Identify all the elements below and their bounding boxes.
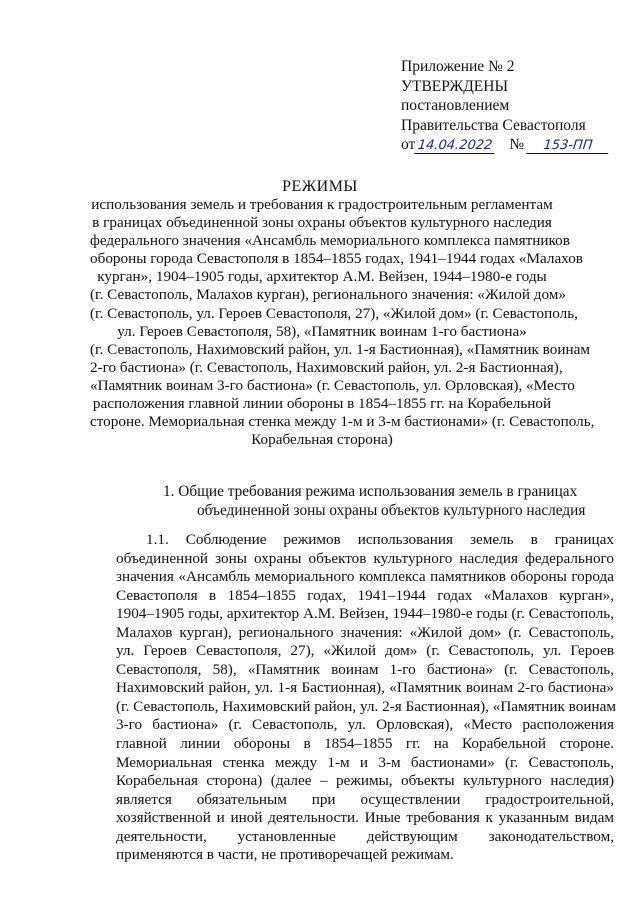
subtitle-line: (г. Севастополь, ул. Героев Севастополя, 27), «Жилой дом» (г. Севастополь, — [90, 304, 578, 322]
subtitle-line: (г. Севастополь, Нахимовский район, ул. 1-я Бастионная), «Памятник воинам — [90, 340, 590, 358]
subtitle-line: расположения главной линии обороны в 1854–1855 гг. на Корабельной — [92, 395, 552, 413]
subtitle-line: (г. Севастополь, Малахов курган), регионального значения: «Жилой дом» — [90, 286, 567, 304]
paragraph-line: Севастополя, 58), «Памятник воинам 1-го бастиона» (г. Севастополь, — [116, 660, 614, 678]
paragraph-1-1 — [116, 531, 614, 865]
paragraph-line: 3-го бастиона» (г. Севастополь, ул. Орловская), «Место расположения — [116, 716, 614, 734]
number-prefix: № — [509, 136, 525, 153]
subtitle-line: курган», 1904–1905 годы, архитектор А.М. Вейзен, 1944–1980-е годы — [97, 268, 547, 286]
subtitle-line: в границах объединенной зоны охраны объектов культурного наследия — [92, 214, 552, 232]
section-heading — [163, 482, 603, 520]
subtitle-line: обороны города Севастополя в 1854–1855 годах, 1941–1944 годах «Малахов — [90, 250, 583, 268]
paragraph-line: Малахов курган), регионального значения: «Жилой дом» (г. Севастополь, — [116, 623, 614, 641]
paragraph-line: 1.1. Соблюдение режимов использования земель в границах — [146, 531, 614, 548]
paragraph-line: Мемориальная стенка между 1-м и 3-м бастионами» (г. Севастополь, — [116, 753, 614, 771]
handwritten-date: 14.04.2022 — [414, 138, 496, 154]
approved-label: УТВЕРЖДЕНЫ — [401, 77, 508, 95]
handwritten-number: 153-ПП — [526, 138, 610, 154]
appendix-label: Приложение № 2 — [401, 58, 515, 75]
subtitle-line: 2-го бастиона» (г. Севастополь, Нахимовский район, ул. 2-я Бастионная), — [90, 358, 563, 376]
document-subtitle — [90, 196, 595, 449]
paragraph-line: объединенной зоны охраны объектов культурного наследия федерального — [116, 549, 614, 567]
date-number-line — [401, 135, 621, 155]
subtitle-line: стороне. Мемориальная стенка между 1-м и 3-м бастионами» (г. Севастополь, — [90, 413, 595, 431]
paragraph-line: Корабельная сторона) (далее – режимы, объекты культурного наследия) — [116, 772, 614, 790]
subtitle-line: Корабельная сторона) — [251, 431, 393, 449]
resolution-label: постановлением — [401, 97, 510, 114]
paragraph-line: Нахимовский район, ул. 1-я Бастионная), «Памятник воинам 2-го бастиона» — [116, 679, 614, 697]
paragraph-line: главной линии обороны в 1854–1855 гг. на Корабельной стороне. — [116, 735, 614, 753]
paragraph-line: применяются в части, не противоречащей режимам. — [116, 846, 454, 864]
paragraph-line: хозяйственной и иной деятельности. Иные требования к указанным видам — [116, 809, 614, 827]
section-heading-line: объединенной зоны охраны объектов культурного наследия — [197, 502, 586, 519]
paragraph-line: значения «Ансамбль мемориального комплекса памятников обороны города — [116, 568, 614, 586]
approval-block — [401, 57, 621, 155]
subtitle-line: федерального значения «Ансамбль мемориального комплекса памятников — [90, 232, 570, 250]
subtitle-line: использования земель и требования к градостроительным регламентам — [91, 196, 553, 213]
paragraph-line: 1904–1905 годы, архитектор А.М. Вейзен, 1944–1980-е годы (г. Севастополь, — [116, 605, 614, 623]
government-label: Правительства Севастополя — [401, 116, 586, 134]
date-prefix: от — [401, 136, 416, 153]
subtitle-line: ул. Героев Севастополя, 58), «Памятник воинам 1-го бастиона» — [117, 322, 527, 340]
paragraph-line: деятельности, установленные действующим законодательством, — [116, 827, 614, 845]
paragraph-line: Севастополя в 1854–1855 годах, 1941–1944 годах «Малахов курган», — [116, 586, 614, 604]
paragraph-line: (г. Севастополь, Нахимовский район, ул. 2-я Бастионная), «Памятник воинам — [116, 697, 616, 715]
paragraph-line: является обязательным при осуществлении градостроительной, — [116, 790, 614, 808]
document-title: РЕЖИМЫ — [282, 178, 358, 195]
paragraph-line: ул. Героев Севастополя, 27), «Жилой дом» (г. Севастополь, ул. Героев — [116, 642, 614, 660]
subtitle-line: «Памятник воинам 3-го бастиона» (г. Севастополь, ул. Орловская), «Место — [90, 376, 575, 394]
section-heading-line: 1. Общие требования режима использования земель в границах — [163, 483, 578, 500]
